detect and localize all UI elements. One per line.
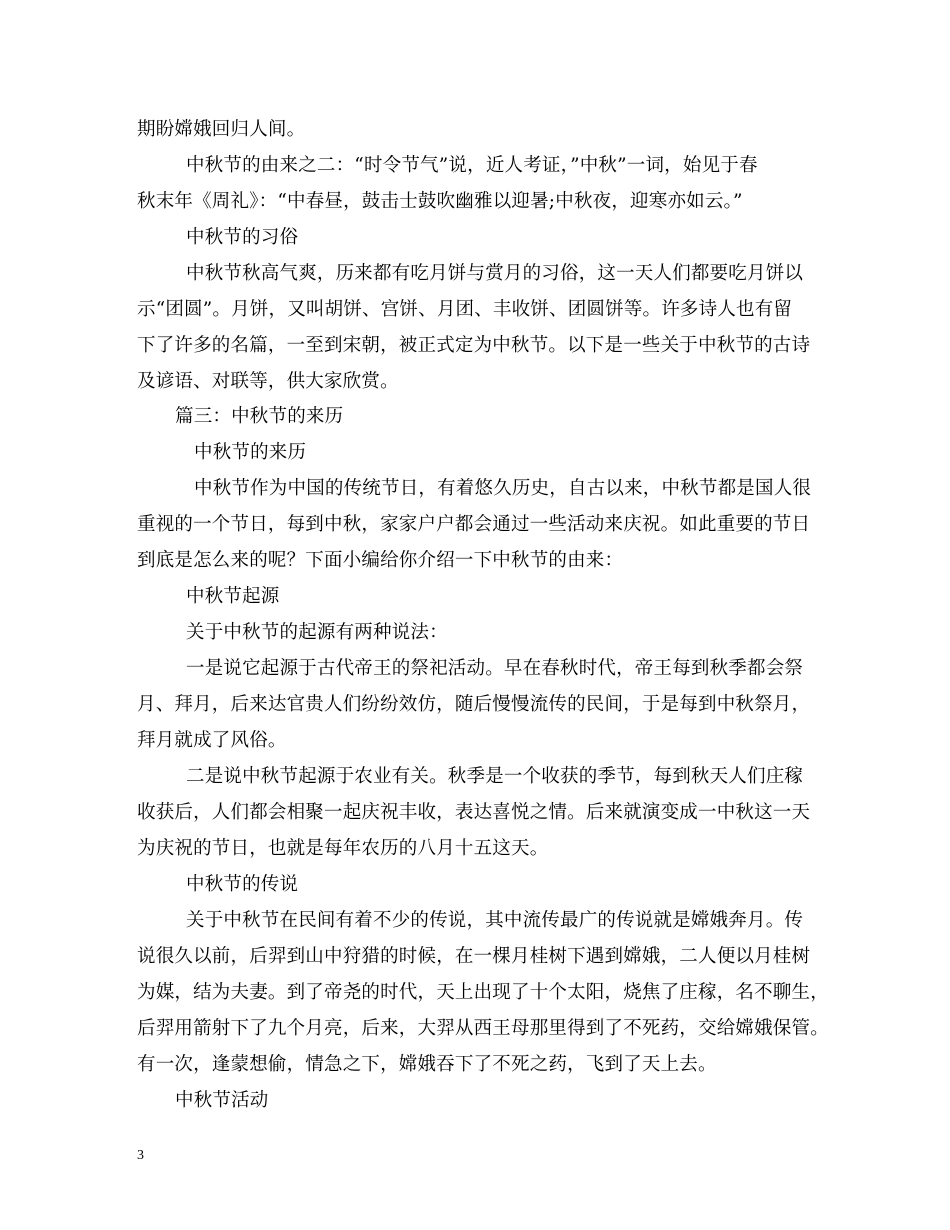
text-line: 到底是怎么来的呢？下面小编给你介绍一下中秋节的由来：: [137, 550, 624, 571]
text-line: 为媒，结为夫妻。到了帝尧的时代，天上出现了十个太阳，烧焦了庄稼，名不聊生，: [137, 982, 829, 1003]
text-line: 重视的一个节日，每到中秋，家家户户都会通过一些活动来庆祝。如此重要的节日: [137, 514, 811, 535]
page-number: 3: [137, 1148, 144, 1163]
text-line: 示“团圆”。月饼，又叫胡饼、宫饼、月团、丰收饼、团圆饼等。许多诗人也有留: [137, 299, 793, 320]
section-heading: 中秋节的习俗: [186, 227, 299, 248]
text-line: 月、拜月，后来达官贵人们纷纷效仿，随后慢慢流传的民间，于是每到中秋祭月，: [137, 694, 811, 715]
text-line: 中秋节秋高气爽，历来都有吃月饼与赏月的习俗，这一天人们都要吃月饼以: [186, 263, 804, 284]
text-line: 秋末年《周礼》：“中春昼，鼓击士鼓吹幽雅以迎暑;中秋夜，迎寒亦如云。”: [137, 191, 743, 212]
text-line: 中秋节作为中国的传统节日，有着悠久历史，自古以来，中秋节都是国人很: [194, 478, 812, 499]
text-line: 及谚语、对联等，供大家欣赏。: [137, 371, 399, 392]
section-heading: 中秋节活动: [175, 1090, 269, 1111]
section-heading: 中秋节的传说: [186, 874, 299, 895]
text-line: 期盼嫦娥回归人间。: [137, 119, 306, 140]
text-line: 有一次，逢蒙想偷，情急之下，嫦娥吞下了不死之药，飞到了天上去。: [137, 1054, 717, 1075]
text-line: 说很久以前，后羿到山中狩猎的时候，在一棵月桂树下遇到嫦娥，二人便以月桂树: [137, 946, 811, 967]
section-heading: 中秋节的来历: [194, 442, 307, 463]
text-line: 下了许多的名篇，一至到宋朝，被正式定为中秋节。以下是一些关于中秋节的古诗: [137, 335, 811, 356]
text-line: 二是说中秋节起源于农业有关。秋季是一个收获的季节，每到秋天人们庄稼: [186, 766, 804, 787]
text-line: 收获后，人们都会相聚一起庆祝丰收，表达喜悦之情。后来就演变成一中秋这一天: [137, 802, 811, 823]
text-line: 关于中秋节在民间有着不少的传说，其中流传最广的传说就是嫦娥奔月。传: [186, 910, 804, 931]
text-line: 为庆祝的节日，也就是每年农历的八月十五这天。: [137, 838, 549, 859]
text-line: 拜月就成了风俗。: [137, 730, 287, 751]
section-heading: 中秋节起源: [186, 586, 280, 607]
text-line: 中秋节的由来之二：“时令节气”说，近人考证，”中秋”一词，始见于春: [186, 155, 758, 176]
text-line: 后羿用箭射下了九个月亮，后来，大羿从西王母那里得到了不死药，交给嫦娥保管。: [137, 1018, 829, 1039]
chapter-heading: 篇三：中秋节的来历: [175, 406, 344, 427]
text-line: 一是说它起源于古代帝王的祭祀活动。早在春秋时代，帝王每到秋季都会祭: [186, 658, 804, 679]
text-line: 关于中秋节的起源有两种说法：: [186, 622, 448, 643]
